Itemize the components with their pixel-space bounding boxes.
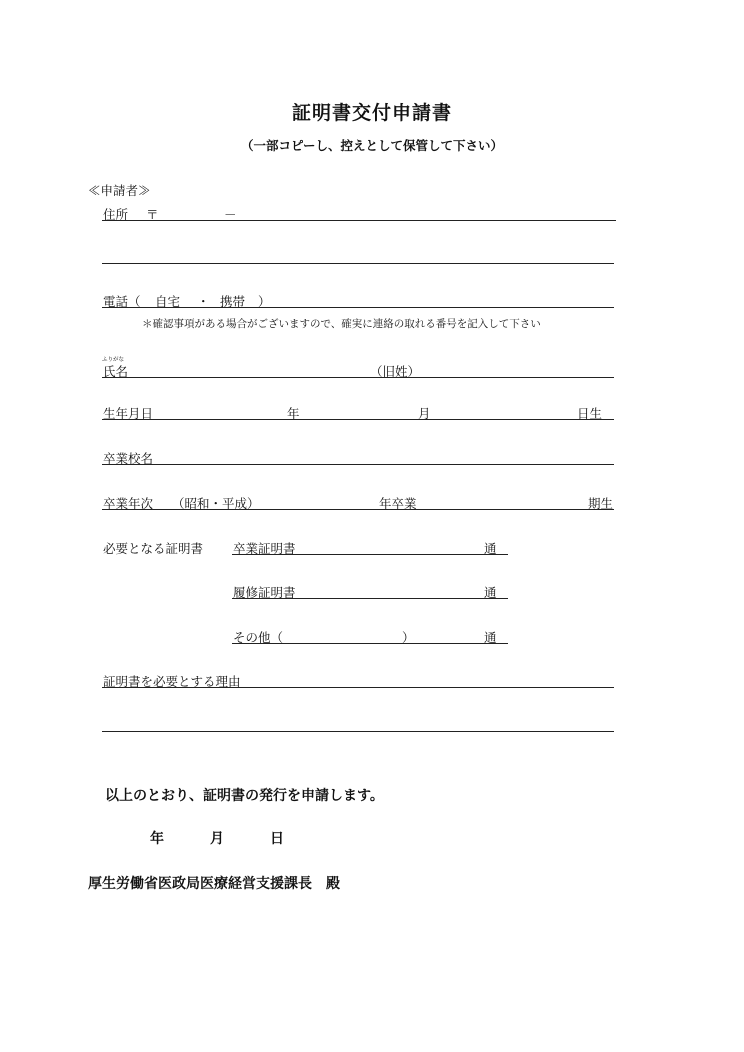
cert-other-close: ） bbox=[402, 630, 415, 645]
name-ruby: ふりがな bbox=[102, 357, 125, 363]
declaration-text: 以上のとおり、証明書の発行を申請します。 bbox=[105, 788, 384, 804]
cert-graduation-unit: 通 bbox=[484, 541, 497, 556]
cert-other-line[interactable] bbox=[232, 643, 508, 644]
cert-other-unit: 通 bbox=[484, 630, 497, 645]
birth-year-unit: 年 bbox=[287, 406, 300, 421]
grad-year-label: 卒業年次 bbox=[103, 496, 154, 511]
date-day-unit: 日 bbox=[270, 831, 284, 847]
phone-separator: ・ bbox=[197, 294, 210, 309]
address-line-1[interactable] bbox=[102, 220, 616, 221]
address-line-2[interactable] bbox=[102, 263, 614, 264]
reason-line-2[interactable] bbox=[102, 731, 614, 732]
cert-course-unit: 通 bbox=[484, 585, 497, 600]
postal-dash: － bbox=[224, 207, 237, 222]
birth-day-unit: 日生 bbox=[577, 406, 603, 421]
cert-graduation-name: 卒業証明書 bbox=[233, 541, 296, 556]
date-year-unit: 年 bbox=[150, 831, 164, 847]
grad-term-unit: 期生 bbox=[588, 496, 614, 511]
phone-line[interactable] bbox=[102, 307, 614, 308]
school-line[interactable] bbox=[102, 464, 614, 465]
birth-line[interactable] bbox=[102, 419, 614, 420]
applicant-section-heading: ≪申請者≫ bbox=[88, 183, 151, 198]
birth-label: 生年月日 bbox=[103, 406, 154, 421]
name-label: 氏名 bbox=[103, 364, 129, 379]
grad-year-unit: 年卒業 bbox=[379, 496, 417, 511]
date-month-unit: 月 bbox=[210, 831, 224, 847]
phone-close-paren: ） bbox=[258, 294, 271, 309]
grad-era-options[interactable]: （昭和・平成） bbox=[172, 496, 260, 511]
form-title: 証明書交付申請書 bbox=[291, 102, 452, 124]
certs-label: 必要となる証明書 bbox=[103, 541, 204, 556]
addressee: 厚生労働省医政局医療経営支援課長 殿 bbox=[88, 876, 340, 892]
cert-other-name: その他（ bbox=[233, 630, 284, 645]
phone-home-option[interactable]: 自宅 bbox=[155, 294, 181, 309]
form-subtitle: （一部コピーし、控えとして保管して下さい） bbox=[240, 138, 503, 153]
cert-graduation-line[interactable] bbox=[232, 554, 508, 555]
reason-line-1[interactable] bbox=[102, 687, 614, 688]
phone-note: ＊確認事項がある場合がございますので、確実に連絡の取れる番号を記入して下さい bbox=[142, 318, 541, 330]
name-line[interactable] bbox=[102, 377, 614, 378]
phone-mobile-option[interactable]: 携帯 bbox=[220, 294, 246, 309]
grad-line[interactable] bbox=[102, 509, 614, 510]
school-label: 卒業校名 bbox=[103, 451, 154, 466]
birth-month-unit: 月 bbox=[418, 406, 431, 421]
phone-label: 電話（ bbox=[103, 294, 141, 309]
postal-mark: 〒 bbox=[146, 207, 159, 222]
cert-course-line[interactable] bbox=[232, 598, 508, 599]
reason-label: 証明書を必要とする理由 bbox=[103, 674, 241, 689]
cert-course-name: 履修証明書 bbox=[233, 585, 296, 600]
former-name-label: （旧姓） bbox=[370, 364, 421, 379]
address-label: 住所 bbox=[103, 207, 129, 222]
